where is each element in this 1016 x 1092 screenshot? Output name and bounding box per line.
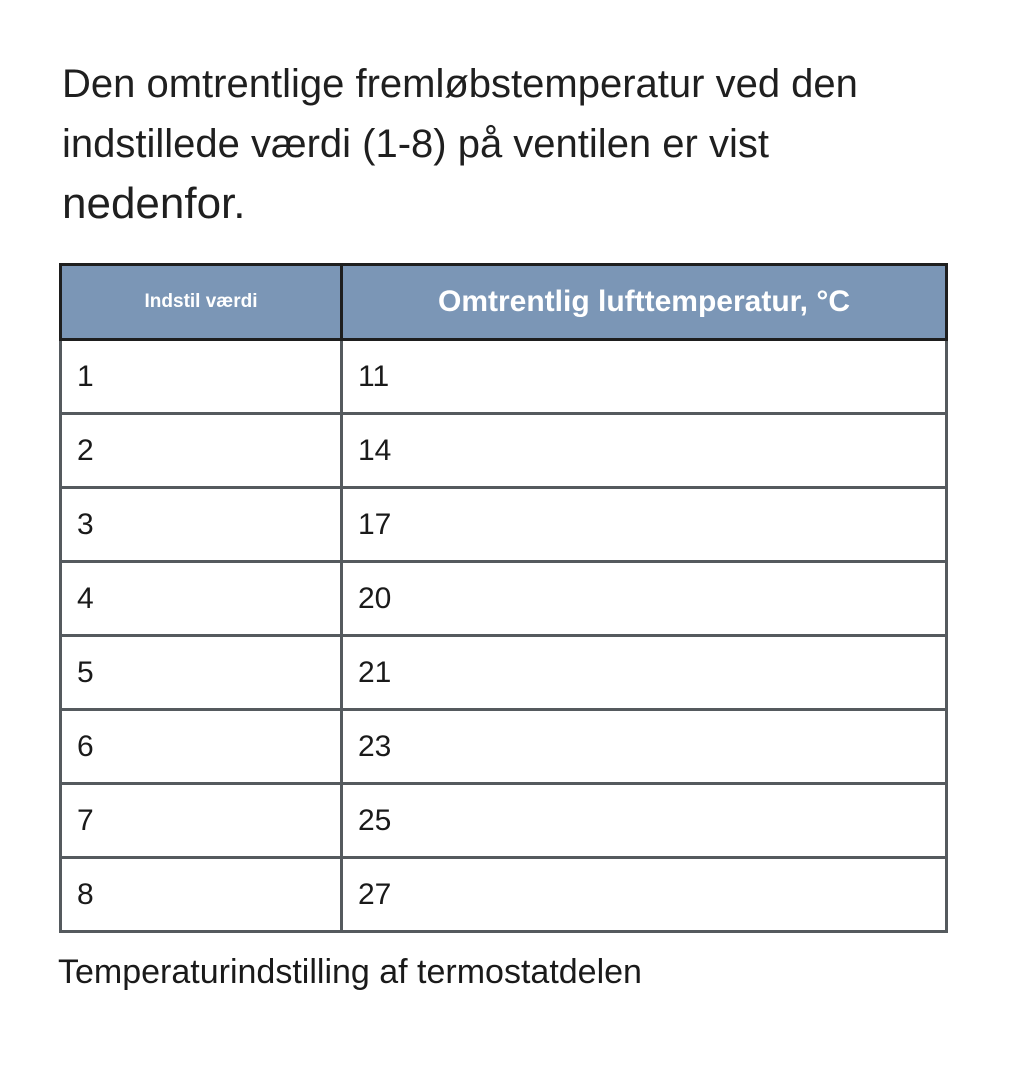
intro-line-3: nedenfor.: [62, 179, 246, 228]
table-row: [61, 340, 947, 414]
cell-temperature: 20: [342, 562, 947, 636]
cell-temperature: 21: [342, 636, 947, 710]
table-row: [61, 562, 947, 636]
column-header-setting: Indstil værdi: [61, 265, 342, 340]
temperature-table: [59, 263, 945, 933]
cell-setting: 1: [61, 340, 342, 414]
cell-setting: 3: [61, 488, 342, 562]
cell-setting: 5: [61, 636, 342, 710]
intro-line-2: indstillede værdi (1-8) på ventilen er vist: [62, 122, 769, 166]
table-row: [61, 488, 947, 562]
cell-setting: 7: [61, 784, 342, 858]
cell-temperature: 25: [342, 784, 947, 858]
cell-setting: 2: [61, 414, 342, 488]
intro-line-1: Den omtrentlige fremløbstemperatur ved den: [62, 62, 858, 106]
cell-temperature: 17: [342, 488, 947, 562]
table-caption: Temperaturindstilling af termostatdelen: [58, 953, 642, 991]
intro-paragraph: [62, 54, 962, 235]
table-row: [61, 784, 947, 858]
table-row: [61, 710, 947, 784]
cell-setting: 4: [61, 562, 342, 636]
cell-temperature: 23: [342, 710, 947, 784]
cell-temperature: 14: [342, 414, 947, 488]
cell-setting: 6: [61, 710, 342, 784]
table-row: [61, 414, 947, 488]
cell-temperature: 27: [342, 858, 947, 932]
table-row: [61, 636, 947, 710]
cell-temperature: 11: [342, 340, 947, 414]
table-header-row: [61, 265, 947, 340]
cell-setting: 8: [61, 858, 342, 932]
table-row: [61, 858, 947, 932]
column-header-temperature: Omtrentlig lufttemperatur, °C: [342, 265, 947, 340]
